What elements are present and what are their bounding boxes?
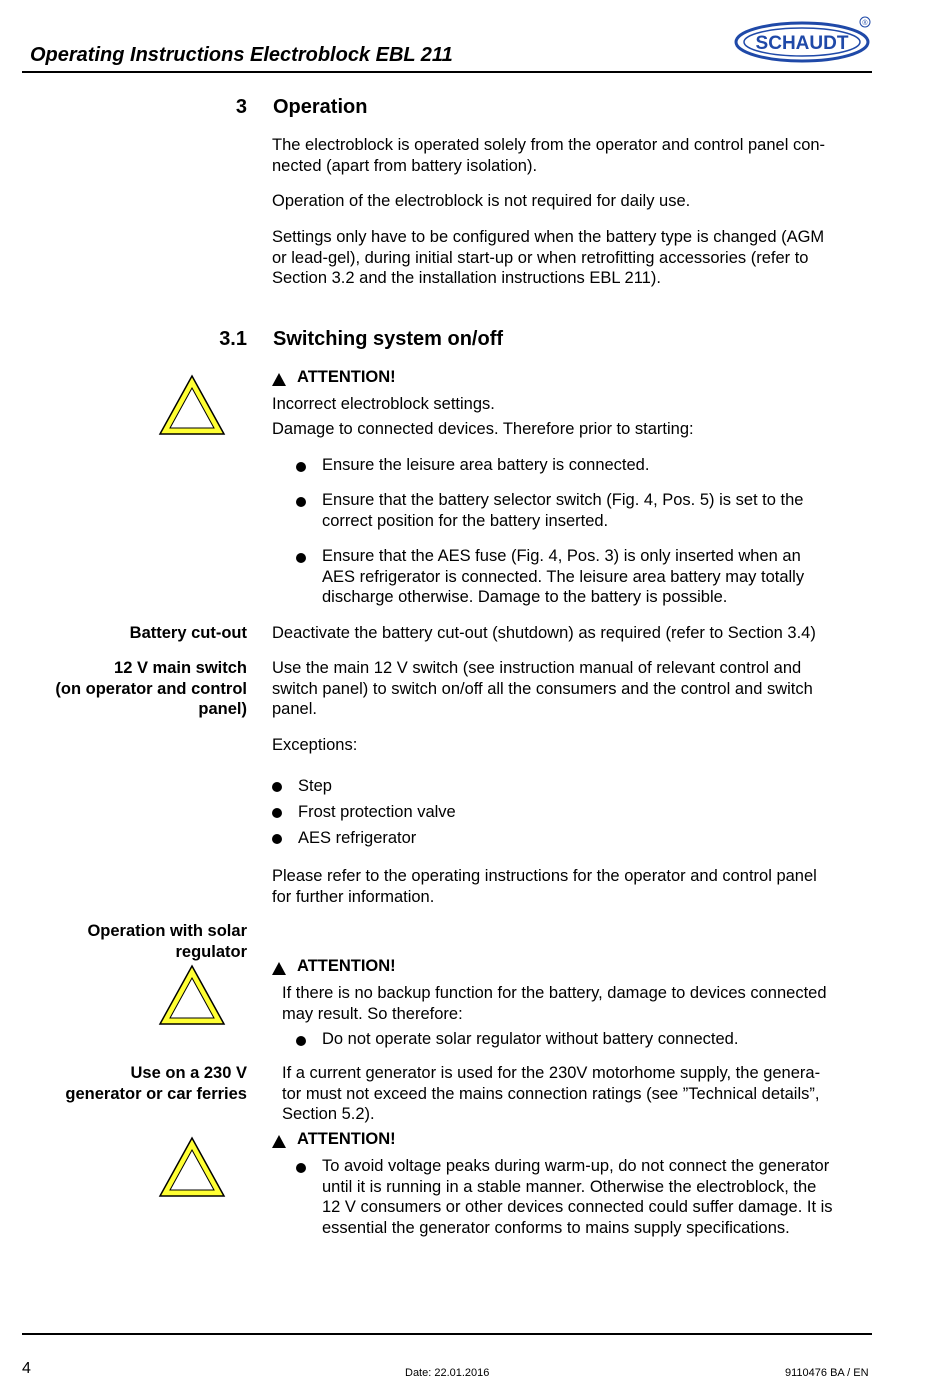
attention-label: ATTENTION! <box>297 1130 396 1148</box>
bullet-icon <box>272 834 282 844</box>
text-line: The electroblock is operated solely from the operator and control panel con- <box>272 136 826 154</box>
text-line: discharge otherwise. Damage to the battery is possible. <box>322 588 728 607</box>
text-line: To avoid voltage peaks during warm-up, do not connect the generator <box>322 1157 830 1175</box>
subsection-title: Switching system on/off <box>273 328 504 350</box>
battery-cutout-text: Deactivate the battery cut-out (shutdown) as required (refer to Section 3.4) <box>272 624 816 642</box>
main-switch-text <box>272 658 872 720</box>
text-line: switch panel) to switch on/off all the consumers and the control and switch <box>272 679 813 698</box>
text-line: panel) <box>198 700 247 719</box>
bullet-icon <box>296 553 306 563</box>
list-item <box>296 1156 876 1244</box>
bullet-list <box>296 455 876 612</box>
text-line: Incorrect electroblock settings. <box>272 395 495 413</box>
warning-triangle-icon <box>157 1135 227 1199</box>
text-line: Section 3.2 and the installation instructions EBL 211). <box>272 269 661 288</box>
paragraph: Operation of the electroblock is not required for daily use. <box>272 192 691 210</box>
logo-text: SCHAUDT <box>755 33 849 54</box>
page-number: 4 <box>22 1360 31 1377</box>
attention-text <box>272 394 872 439</box>
footer-document-number: 9110476 BA / EN <box>785 1367 869 1379</box>
list-item <box>296 546 876 612</box>
attention-triangle-icon <box>272 373 286 386</box>
list-item-label: Do not operate solar regulator without battery connected. <box>322 1030 739 1048</box>
attention-triangle-icon <box>272 962 286 975</box>
schaudt-logo <box>734 14 874 66</box>
list-item <box>272 776 852 802</box>
text-line: Ensure the leisure area battery is connected. <box>322 456 650 474</box>
warning-triangle-icon <box>157 963 227 1027</box>
text-line: Section 5.2). <box>282 1105 375 1124</box>
bullet-icon <box>296 462 306 472</box>
text-line: regulator <box>175 942 247 961</box>
solar-attention-text <box>282 983 872 1024</box>
footer-rule <box>22 1333 872 1335</box>
text-line: panel. <box>272 700 317 719</box>
side-heading-solar <box>22 921 247 962</box>
exceptions-list <box>272 776 852 854</box>
text-line: 12 V consumers or other devices connected could suffer damage. It is <box>322 1198 833 1217</box>
section-number: 3 <box>235 96 247 118</box>
text-line: Operation with solar <box>87 922 247 940</box>
text-line: or lead-gel), during initial start-up or when retrofitting accessories (refer to <box>272 248 809 267</box>
bullet-icon <box>272 782 282 792</box>
text-line: may result. So therefore: <box>282 1004 463 1023</box>
subsection-number: 3.1 <box>219 328 247 350</box>
side-heading-generator <box>22 1063 247 1104</box>
list-item <box>272 828 852 854</box>
attention-triangle-icon <box>272 1135 286 1148</box>
exceptions-label: Exceptions: <box>272 736 358 754</box>
text-line: Please refer to the operating instructions for the operator and control panel <box>272 867 817 885</box>
document-title: Operating Instructions Electroblock EBL 211 <box>30 44 453 66</box>
list-item <box>296 455 876 490</box>
list-item <box>296 490 876 546</box>
section-title: Operation <box>273 96 368 118</box>
text-line: Use on a 230 V <box>130 1064 247 1082</box>
paragraph <box>272 135 872 176</box>
text-line: generator or car ferries <box>65 1084 247 1103</box>
warning-triangle-icon <box>157 373 227 437</box>
text-line: essential the generator conforms to mains supply specifications. <box>322 1219 790 1238</box>
paragraph <box>272 227 872 289</box>
bullet-icon <box>296 1036 306 1046</box>
text-line: Use the main 12 V switch (see instruction manual of relevant control and <box>272 659 802 677</box>
side-heading-battery-cutout: Battery cut-out <box>129 624 247 642</box>
list-item <box>272 802 852 828</box>
list-item-label: Frost protection valve <box>298 803 456 821</box>
text-line: If there is no backup function for the battery, damage to devices connected <box>282 984 827 1002</box>
text-line: Ensure that the AES fuse (Fig. 4, Pos. 3) is only inserted when an <box>322 547 801 565</box>
text-line: Ensure that the battery selector switch (Fig. 4, Pos. 5) is set to the <box>322 491 804 509</box>
bullet-icon <box>272 808 282 818</box>
attention-label: ATTENTION! <box>297 368 396 386</box>
generator-text <box>282 1063 872 1125</box>
text-line: until it is running in a stable manner. Otherwise the electroblock, the <box>322 1177 817 1196</box>
text-line: 12 V main switch <box>114 659 247 677</box>
footer-date: Date: 22.01.2016 <box>405 1367 490 1379</box>
logo-registered-mark: ® <box>862 20 868 27</box>
text-line: nected (apart from battery isolation). <box>272 156 538 175</box>
text-line: correct position for the battery inserted. <box>322 511 609 530</box>
text-line: Settings only have to be configured when the battery type is changed (AGM <box>272 228 825 246</box>
refer-text <box>272 866 872 907</box>
text-line: (on operator and control <box>55 679 247 698</box>
text-line: If a current generator is used for the 230V motorhome supply, the genera- <box>282 1064 821 1082</box>
list-item <box>296 1029 876 1051</box>
text-line: for further information. <box>272 887 435 906</box>
text-line: AES refrigerator is connected. The leisure area battery may totally <box>322 567 805 586</box>
text-line: Damage to connected devices. Therefore prior to starting: <box>272 419 694 438</box>
bullet-icon <box>296 497 306 507</box>
list-item-label: AES refrigerator <box>298 829 417 847</box>
list-item-label: Step <box>298 777 332 795</box>
side-heading-main-switch <box>22 658 247 720</box>
text-line: tor must not exceed the mains connection ratings (see ”Technical details”, <box>282 1084 820 1103</box>
bullet-icon <box>296 1163 306 1173</box>
attention-label: ATTENTION! <box>297 957 396 975</box>
header-rule <box>22 71 872 73</box>
